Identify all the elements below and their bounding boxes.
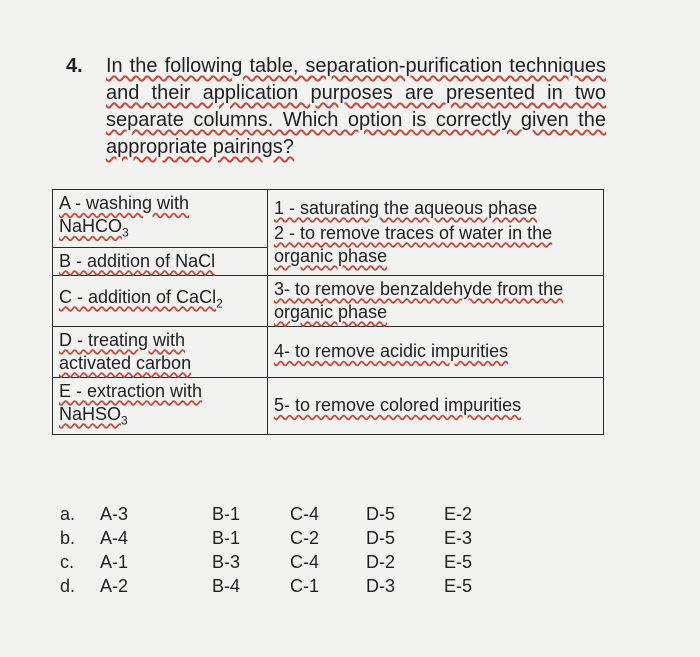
purpose-1: 1 - saturating the aqueous phase (274, 197, 538, 218)
question-text: In the following table, separation-purification techniques and their application purposes are presented in two separate columns. Which option is correctly given the appropriate pairings? (106, 55, 606, 158)
table-row (53, 190, 604, 248)
purpose-4: 4- to remove acidic impurities (268, 326, 604, 377)
question-number: 4. (66, 55, 83, 77)
purpose-5: 5- to remove colored impurities (268, 377, 604, 435)
option-letter: b. (60, 528, 76, 548)
purpose-cell-1-2 (268, 190, 604, 276)
option-letter: c. (60, 552, 75, 572)
table-row (53, 275, 604, 326)
option-a[interactable]: a. A-3 B-1 C-4 D-5 E-2 (60, 504, 473, 524)
purpose-2: 2 - to remove traces of water in the organic phase (274, 222, 553, 266)
table-row (53, 377, 604, 435)
technique-d: D - treating with activated carbon (53, 326, 268, 377)
technique-e: E - extraction with NaHSO$_3$ (53, 377, 268, 435)
technique-b: B - addition of NaCl (53, 247, 268, 275)
option-d[interactable]: d. A-2 B-4 C-1 D-3 E-5 (60, 576, 473, 596)
table-row (53, 326, 604, 377)
option-letter: d. (60, 576, 76, 596)
option-b[interactable]: b. A-4 B-1 C-2 D-5 E-3 (60, 528, 473, 548)
option-letter: a. (60, 504, 76, 524)
technique-a: A - washing with NaHCO$_3$ (53, 190, 268, 248)
pairing-table (52, 189, 604, 435)
answer-options (60, 502, 504, 598)
purpose-3: 3- to remove benzaldehyde from the organic phase (268, 275, 604, 326)
technique-c: C - addition of CaCl$_2$ (53, 275, 268, 326)
option-c[interactable]: c. A-1 B-3 C-4 D-2 E-5 (60, 552, 473, 572)
